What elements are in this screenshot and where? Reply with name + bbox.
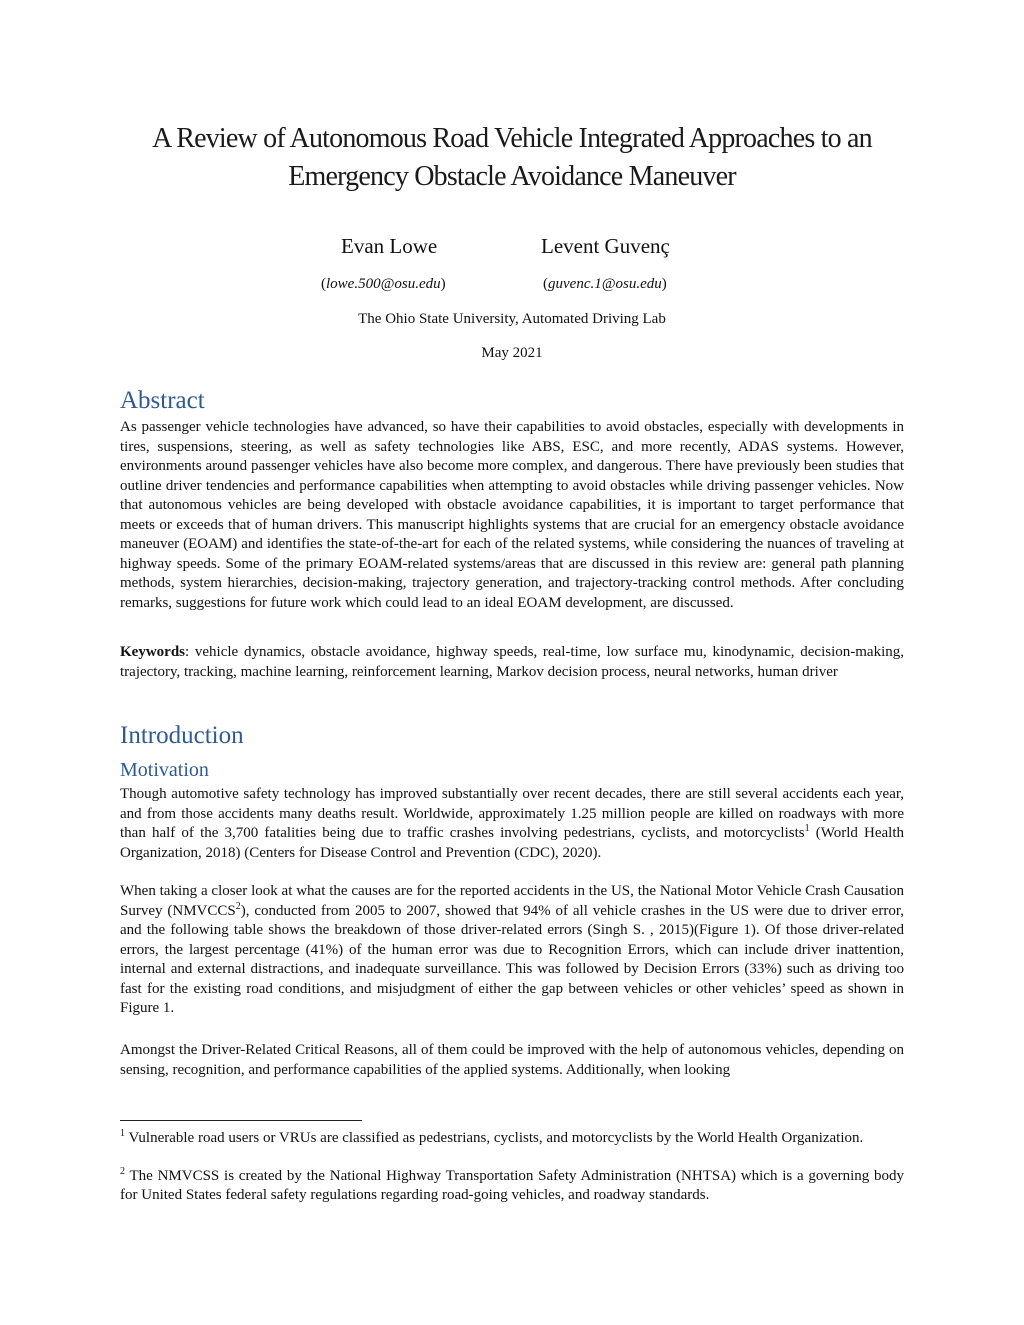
footnote-ref-2: 2 [235,900,241,912]
author-email-2: (guvenc.1@osu.edu) [543,276,667,292]
author-name-2: Levent Guvenç [541,234,670,258]
abstract-text: As passenger vehicle technologies have advanced, so have their capabilities to avoid obstacles, especially with developments in tires, suspensions, steering, as well as safety technologies like ABS, ESC, and more recently, ADAS systems. However, environments around passenger vehicles have also become more complex, and dangerous. There have previously been studies that outline driver tendencies and performance capabilities when attempting to avoid obstacles while driving passenger vehicles. Now that autonomous vehicles are being developed with obstacle avoidance capabilities, it is important to target performance that meets or exceeds that of human drivers. This manuscript highlights systems that are crucial for an emergency obstacle avoidance maneuver (EOAM) and identifies the state-of-the-art for each of the related systems, while considering the nuances of traveling at highway speeds. Some of the primary EOAM-related systems/areas that are discussed in this review are: general path planning methods, system hierarchies, decision-making, trajectory generation, and trajectory-tracking control methods. After concluding remarks, suggestions for future work which could lead to an ideal EOAM development, are discussed. [120,419,904,611]
footnote-1-text: Vulnerable road users or VRUs are classified as pedestrians, cyclists, and motorcyclists by the World Health Organization. [125,1130,864,1146]
footnote-ref-1: 1 [804,823,810,834]
motivation-heading: Motivation [120,759,209,781]
intro-paragraph-2 [120,882,904,1019]
intro-p2-text-a: When taking a closer look at what the causes are for the reported accidents in the US, the National Motor Vehicle Crash Causation Survey (NMVCCS [120,883,904,919]
footnote-2-text: The NMVCSS is created by the National Highway Transportation Safety Administration (NHTSA) which is a governing body for United States federal safety regulations regarding road-going vehicles, and roadway standards. [120,1168,904,1203]
footnote-divider [120,1120,362,1121]
author-email-2-text: guvenc.1@osu.edu [548,276,662,292]
keywords-text: : vehicle dynamics, obstacle avoidance, highway speeds, real-time, low surface mu, kinodynamic, decision-making, trajectory, tracking, machine learning, reinforcement learning, Markov decision process, neural networks, human driver [120,644,904,680]
title-line-2: Emergency Obstacle Avoidance Maneuver [288,161,736,192]
keywords-label: Keywords [120,644,185,660]
footnote-1-mark: 1 [120,1128,125,1139]
intro-p1-text-a: Though automotive safety technology has improved substantially over recent decades, there are still several accidents each year, and from those accidents many deaths result. Worldwide, approximately 1.25 million people are killed on roadways with more than half of the 3,700 fatalities being due to traffic crashes involving pedestrians, cyclists, and motorcyclists [120,786,904,841]
intro-p2-text-b: ), conducted from 2005 to 2007, showed that 94% of all vehicle crashes in the US were due to driver error, and the following table shows the breakdown of those driver-related errors (Singh S. , 2015)(Figure 1). Of those driver-related errors, the largest percentage (41%) of the human error was due to Recognition Errors, which can include driver inattention, internal and external distractions, and inadequate surveillance. This was followed by Decision Errors (33%) such as driving too fast for the existing road conditions, and misjudgment of either the gap between vehicles or other vehicles’ speed as shown in Figure 1. [120,902,904,1016]
author-email-1: (lowe.500@osu.edu) [321,276,446,292]
footnote-2-mark: 2 [120,1166,125,1177]
intro-p1-text-b: (World Health Organization, 2018) (Centers for Disease Control and Prevention (CDC), 2020). [120,825,904,861]
affiliation: The Ohio State University, Automated Driving Lab [358,311,666,327]
intro-paragraph-1 [120,785,904,863]
publication-date: May 2021 [481,345,543,361]
introduction-heading: Introduction [120,722,244,749]
footnote-1 [120,1129,904,1148]
title-line-1: A Review of Autonomous Road Vehicle Integrated Approaches to an [152,123,872,154]
author-email-1-text: lowe.500@osu.edu [326,276,441,292]
keywords-paragraph [120,643,904,682]
paper-title [100,120,924,196]
footnote-2 [120,1167,904,1205]
intro-paragraph-3: Amongst the Driver-Related Critical Reasons, all of them could be improved with the help of autonomous vehicles, depending on sensing, recognition, and performance capabilities of the applied systems. Additionally, when looking [120,1042,904,1078]
abstract-heading: Abstract [120,387,205,414]
author-name-1: Evan Lowe [341,234,438,258]
author-block [0,234,1024,264]
